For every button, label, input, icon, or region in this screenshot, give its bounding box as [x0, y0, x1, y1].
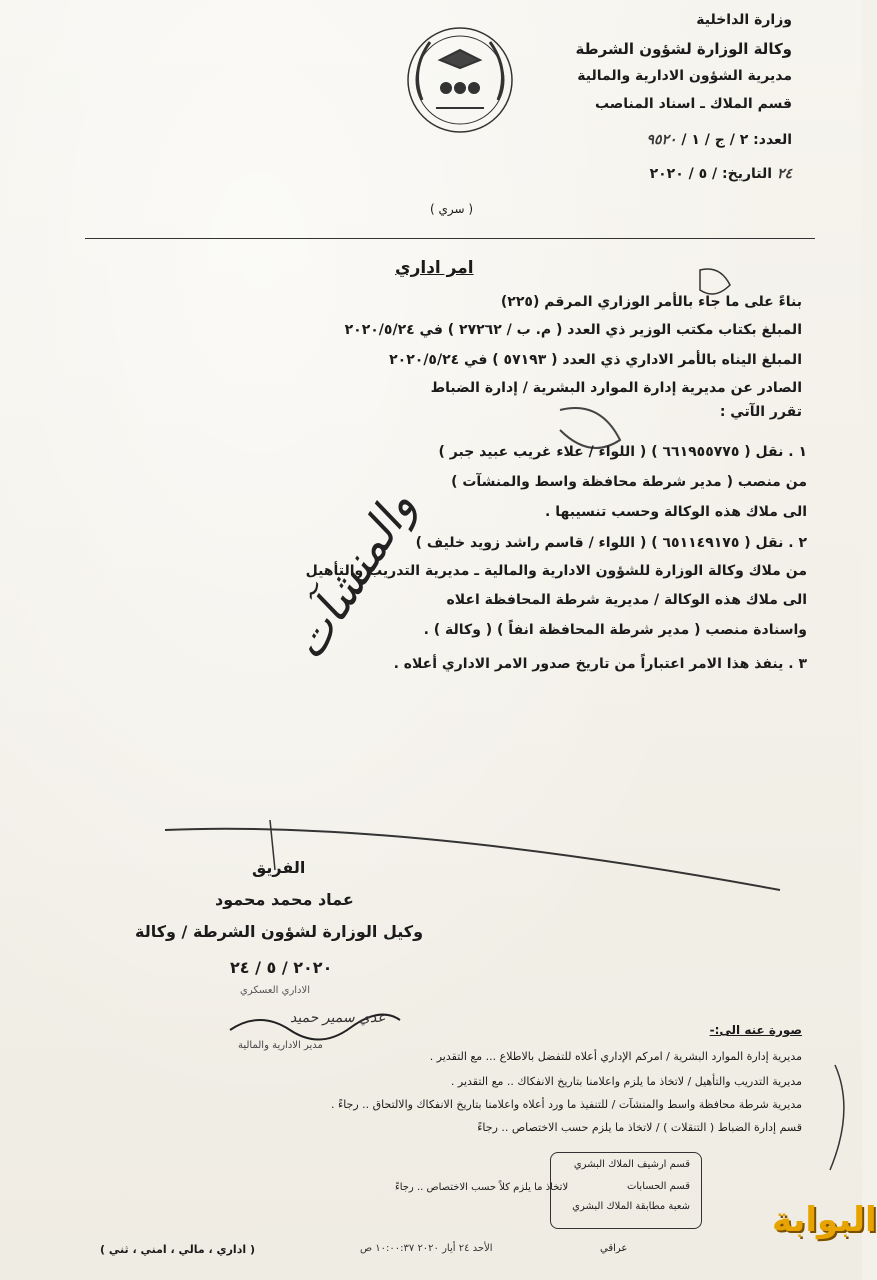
cc-box-line-2: قسم الحسابات — [626, 1181, 690, 1192]
item-1-text: نقل ( ٦٦١٩٥٥٧٧٥ ) ( اللواء / علاء غريب عبيد جبر ) — [438, 444, 784, 460]
agency-name: وكالة الوزارة لشؤون الشرطة — [575, 40, 792, 58]
header-divider — [85, 238, 815, 239]
signatory-position: وكيل الوزارة لشؤون الشرطة / وكالة — [135, 922, 424, 941]
signatory-name: عماد محمد محمود — [215, 890, 354, 909]
section-name: قسم الملاك ـ اسناد المناصب — [594, 96, 792, 112]
reference-number-label: العدد: ٢ / ج / ١ / — [681, 132, 792, 148]
stamp-signature-name: عدي سمير حميد — [290, 1010, 386, 1026]
item-2-line-4: واسنادة منصب ( مدير شرطة المحافظة انفاً ) ( وكالة ) . — [423, 622, 807, 638]
cc-line-1: مديرية إدارة الموارد البشرية / امركم الإداري أعلاه للتفضل بالاطلاع ... مع التقدير . — [429, 1050, 802, 1063]
watermark-logo: البوابة — [772, 1200, 877, 1240]
body-line-5: تقرر الآتي : — [719, 404, 802, 420]
ministry-name: وزارة الداخلية — [696, 12, 792, 28]
footer-timestamp: الأحد ٢٤ أيار ٢٠٢٠ ١٠:٠٠:٣٧ ص — [360, 1243, 493, 1254]
footer-right-text: عراقي — [600, 1243, 628, 1254]
margin-bracket — [830, 1065, 844, 1170]
handwritten-annotation: والمنشآت — [280, 480, 426, 669]
item-1-line-3: الى ملاك هذه الوكالة وحسب تنسيبها . — [545, 504, 807, 520]
body-line-4: الصادر عن مديرية إدارة الموارد البشرية / إدارة الضباط — [430, 380, 802, 396]
body-line-1: بناءً على ما جاء بالأمر الوزاري المرقم (٢٢٥) — [500, 294, 802, 310]
stamp-title: مدير الادارية والمالية — [238, 1040, 323, 1051]
signature-date: ٢٠٢٠ / ٥ / ٢٤ — [230, 958, 333, 977]
item-1-number: ١ . — [788, 444, 807, 460]
body-line-3: المبلغ اليناه بالأمر الاداري ذي العدد ( ٥٧١٩٣ ) في ٢٠٢٠/٥/٢٤ — [389, 352, 802, 368]
item-1-line-2: من منصب ( مدير شرطة محافظة واسط والمنشآت ) — [451, 474, 807, 490]
item-3-number: ٣ . — [788, 656, 807, 672]
cc-box-line-1: قسم ارشيف الملاك البشري — [573, 1159, 690, 1170]
item-3-line-1 — [394, 656, 807, 672]
stamp-upper-text: الاداري العسكري — [240, 985, 310, 996]
item-2-line-3: الى ملاك هذه الوكالة / مديرية شرطة المحافظة اعلاه — [446, 592, 807, 608]
item-2-line-1 — [416, 535, 807, 551]
ministry-emblem-icon — [408, 28, 512, 132]
item-3-text: ينفذ هذا الامر اعتباراً من تاريخ صدور الامر الاداري أعلاه . — [393, 656, 784, 672]
cc-note: لاتخاذ ما يلزم كلاً حسب الاختصاص .. رجاءً — [395, 1182, 569, 1193]
cc-line-4: قسم إدارة الضباط ( التنقلات ) / لاتخاذ ما يلزم حسب الاختصاص .. رجاءً — [477, 1121, 802, 1134]
cc-line-2: مديرية التدريب والتأهيل / لاتخاذ ما يلزم واعلامنا بتاريخ الانفكاك .. مع التقدير . — [450, 1075, 802, 1088]
body-line-2: المبلغ بكتاب مكتب الوزير ذي العدد ( م. ب / ٢٧٢٦٢ ) في ٢٠٢٠/٥/٢٤ — [344, 322, 802, 338]
cc-title: صورة عنه الى:- — [709, 1023, 802, 1037]
cc-box-line-3: شعبة مطابقة الملاك البشري — [572, 1201, 690, 1212]
signatory-rank: الفريق — [252, 858, 306, 877]
reference-number-handwritten: ٩٥٢٠ — [646, 132, 677, 148]
classification-label: ( سري ) — [430, 202, 474, 216]
directorate-name: مديرية الشؤون الادارية والمالية — [577, 68, 792, 84]
item-1-line-1 — [439, 444, 808, 460]
document-title: امر اداري — [395, 258, 474, 278]
item-2-line-2: من ملاك وكالة الوزارة للشؤون الادارية والمالية ـ مديرية التدريب والتأهيل — [305, 563, 807, 579]
date-handwritten: ٢٤ — [776, 166, 792, 182]
footer-distribution: ( اداري ، مالي ، امني ، ثني ) — [100, 1243, 255, 1256]
handwritten-circle — [700, 269, 730, 294]
item-2-number: ٢ . — [788, 535, 807, 551]
cc-line-3: مديرية شرطة محافظة واسط والمنشآت / للتنفيذ ما ورد أعلاه واعلامنا بتاريخ الانفكاك والالتحاق .. رجاءً . — [331, 1098, 802, 1111]
scribble-mark — [560, 408, 620, 448]
item-2-text: نقل ( ٦٥١١٤٩١٧٥ ) ( اللواء / قاسم راشد زويد خليف ) — [415, 535, 784, 551]
date-label: التاريخ: / ٥ / ٢٠٢٠ — [649, 166, 773, 182]
